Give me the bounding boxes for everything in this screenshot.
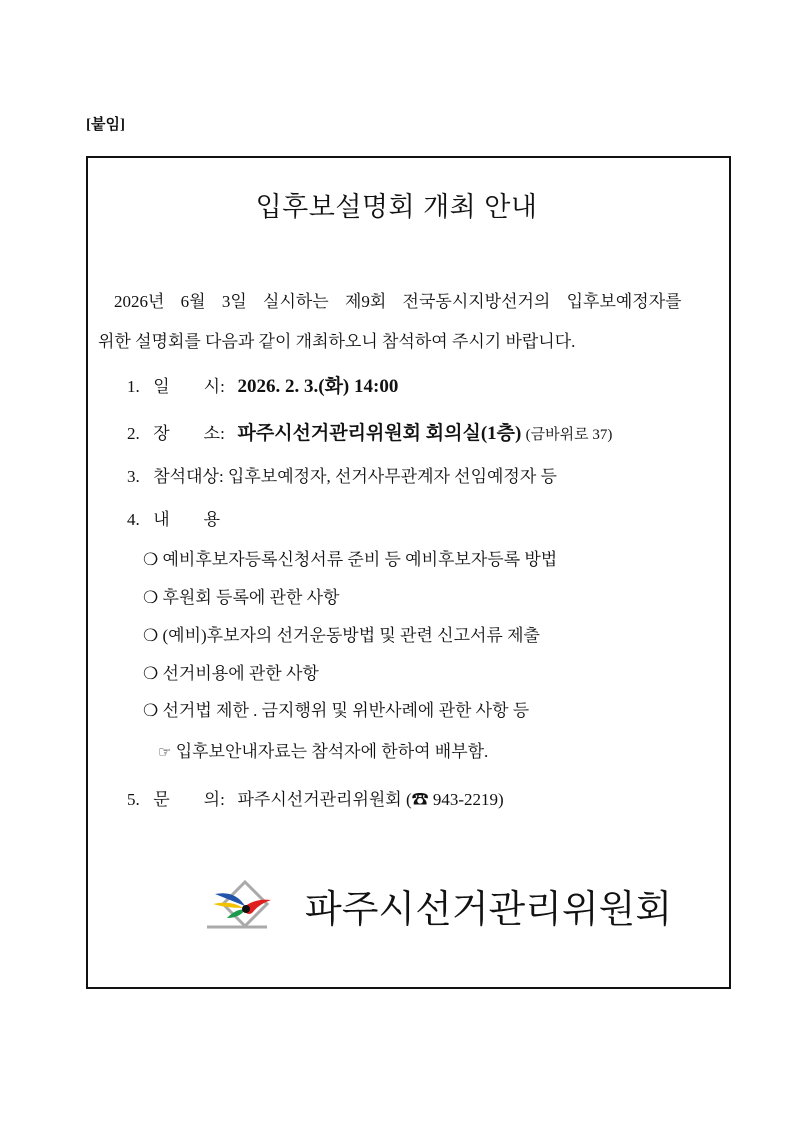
item-attendees [127, 462, 557, 487]
item-value: 파주시선거관리위원회 ( [237, 790, 412, 809]
content-item [143, 583, 339, 608]
pointing-hand-icon: ☞ [158, 745, 172, 761]
item-contents [127, 505, 233, 530]
content-item [143, 696, 529, 721]
item-label: 문 의: [153, 790, 225, 809]
notice-box [86, 156, 731, 989]
attachment-label: [붙임] [86, 117, 125, 133]
intro-line-2: 위한 설명회를 다음과 같이 개최하오니 참석하여 주시기 바랍니다. [98, 332, 576, 351]
item-num: 3. [127, 467, 140, 486]
logo-text: 파주시선거관리위원회 [305, 889, 673, 931]
content-text: 선거비용에 관한 사항 [162, 664, 319, 683]
item-label: 일 시: [153, 377, 225, 396]
page-title: 입후보설명회 개최 안내 [255, 192, 538, 222]
content-item [143, 659, 319, 684]
content-text: (예비)후보자의 선거운동방법 및 관련 신고서류 제출 [162, 626, 540, 645]
phone-number: 943-2219) [432, 790, 504, 809]
item-place [127, 418, 612, 445]
bullet-icon: ❍ [143, 664, 159, 683]
bullet-icon: ❍ [143, 550, 159, 569]
intro-line-1: 2026년 6월 3일 실시하는 제9회 전국동시지방선거의 입후보예정자를 [114, 292, 682, 311]
content-text: 선거법 제한 . 금지행위 및 위반사례에 관한 사항 등 [162, 701, 530, 720]
note-text: 입후보안내자료는 참석자에 한하여 배부함. [175, 742, 489, 761]
item-num: 5. [127, 790, 140, 809]
phone-icon: ☎ [411, 790, 429, 809]
bullet-icon: ❍ [143, 588, 159, 607]
content-item [143, 621, 540, 646]
item-num: 4. [127, 510, 140, 529]
note [158, 737, 488, 762]
item-num: 1. [127, 377, 140, 396]
item-label: 내 용 [153, 510, 221, 529]
item-address: (금바위로 37) [525, 427, 613, 443]
content-text: 예비후보자등록신청서류 준비 등 예비후보자등록 방법 [162, 550, 558, 569]
item-value: 입후보예정자, 선거사무관계자 선임예정자 등 [227, 467, 557, 486]
content-item [143, 545, 557, 570]
item-date [127, 371, 398, 398]
item-num: 2. [127, 424, 140, 443]
bullet-icon: ❍ [143, 626, 159, 645]
election-commission-logo [205, 878, 275, 930]
content-text: 후원회 등록에 관한 사항 [162, 588, 340, 607]
item-contact [127, 785, 504, 810]
item-label: 참석대상: [153, 467, 224, 486]
item-value: 파주시선거관리위원회 회의실(1층) [237, 423, 522, 444]
item-label: 장 소: [153, 424, 225, 443]
item-value: 2026. 2. 3.(화) 14:00 [237, 376, 399, 397]
bullet-icon: ❍ [143, 701, 159, 720]
